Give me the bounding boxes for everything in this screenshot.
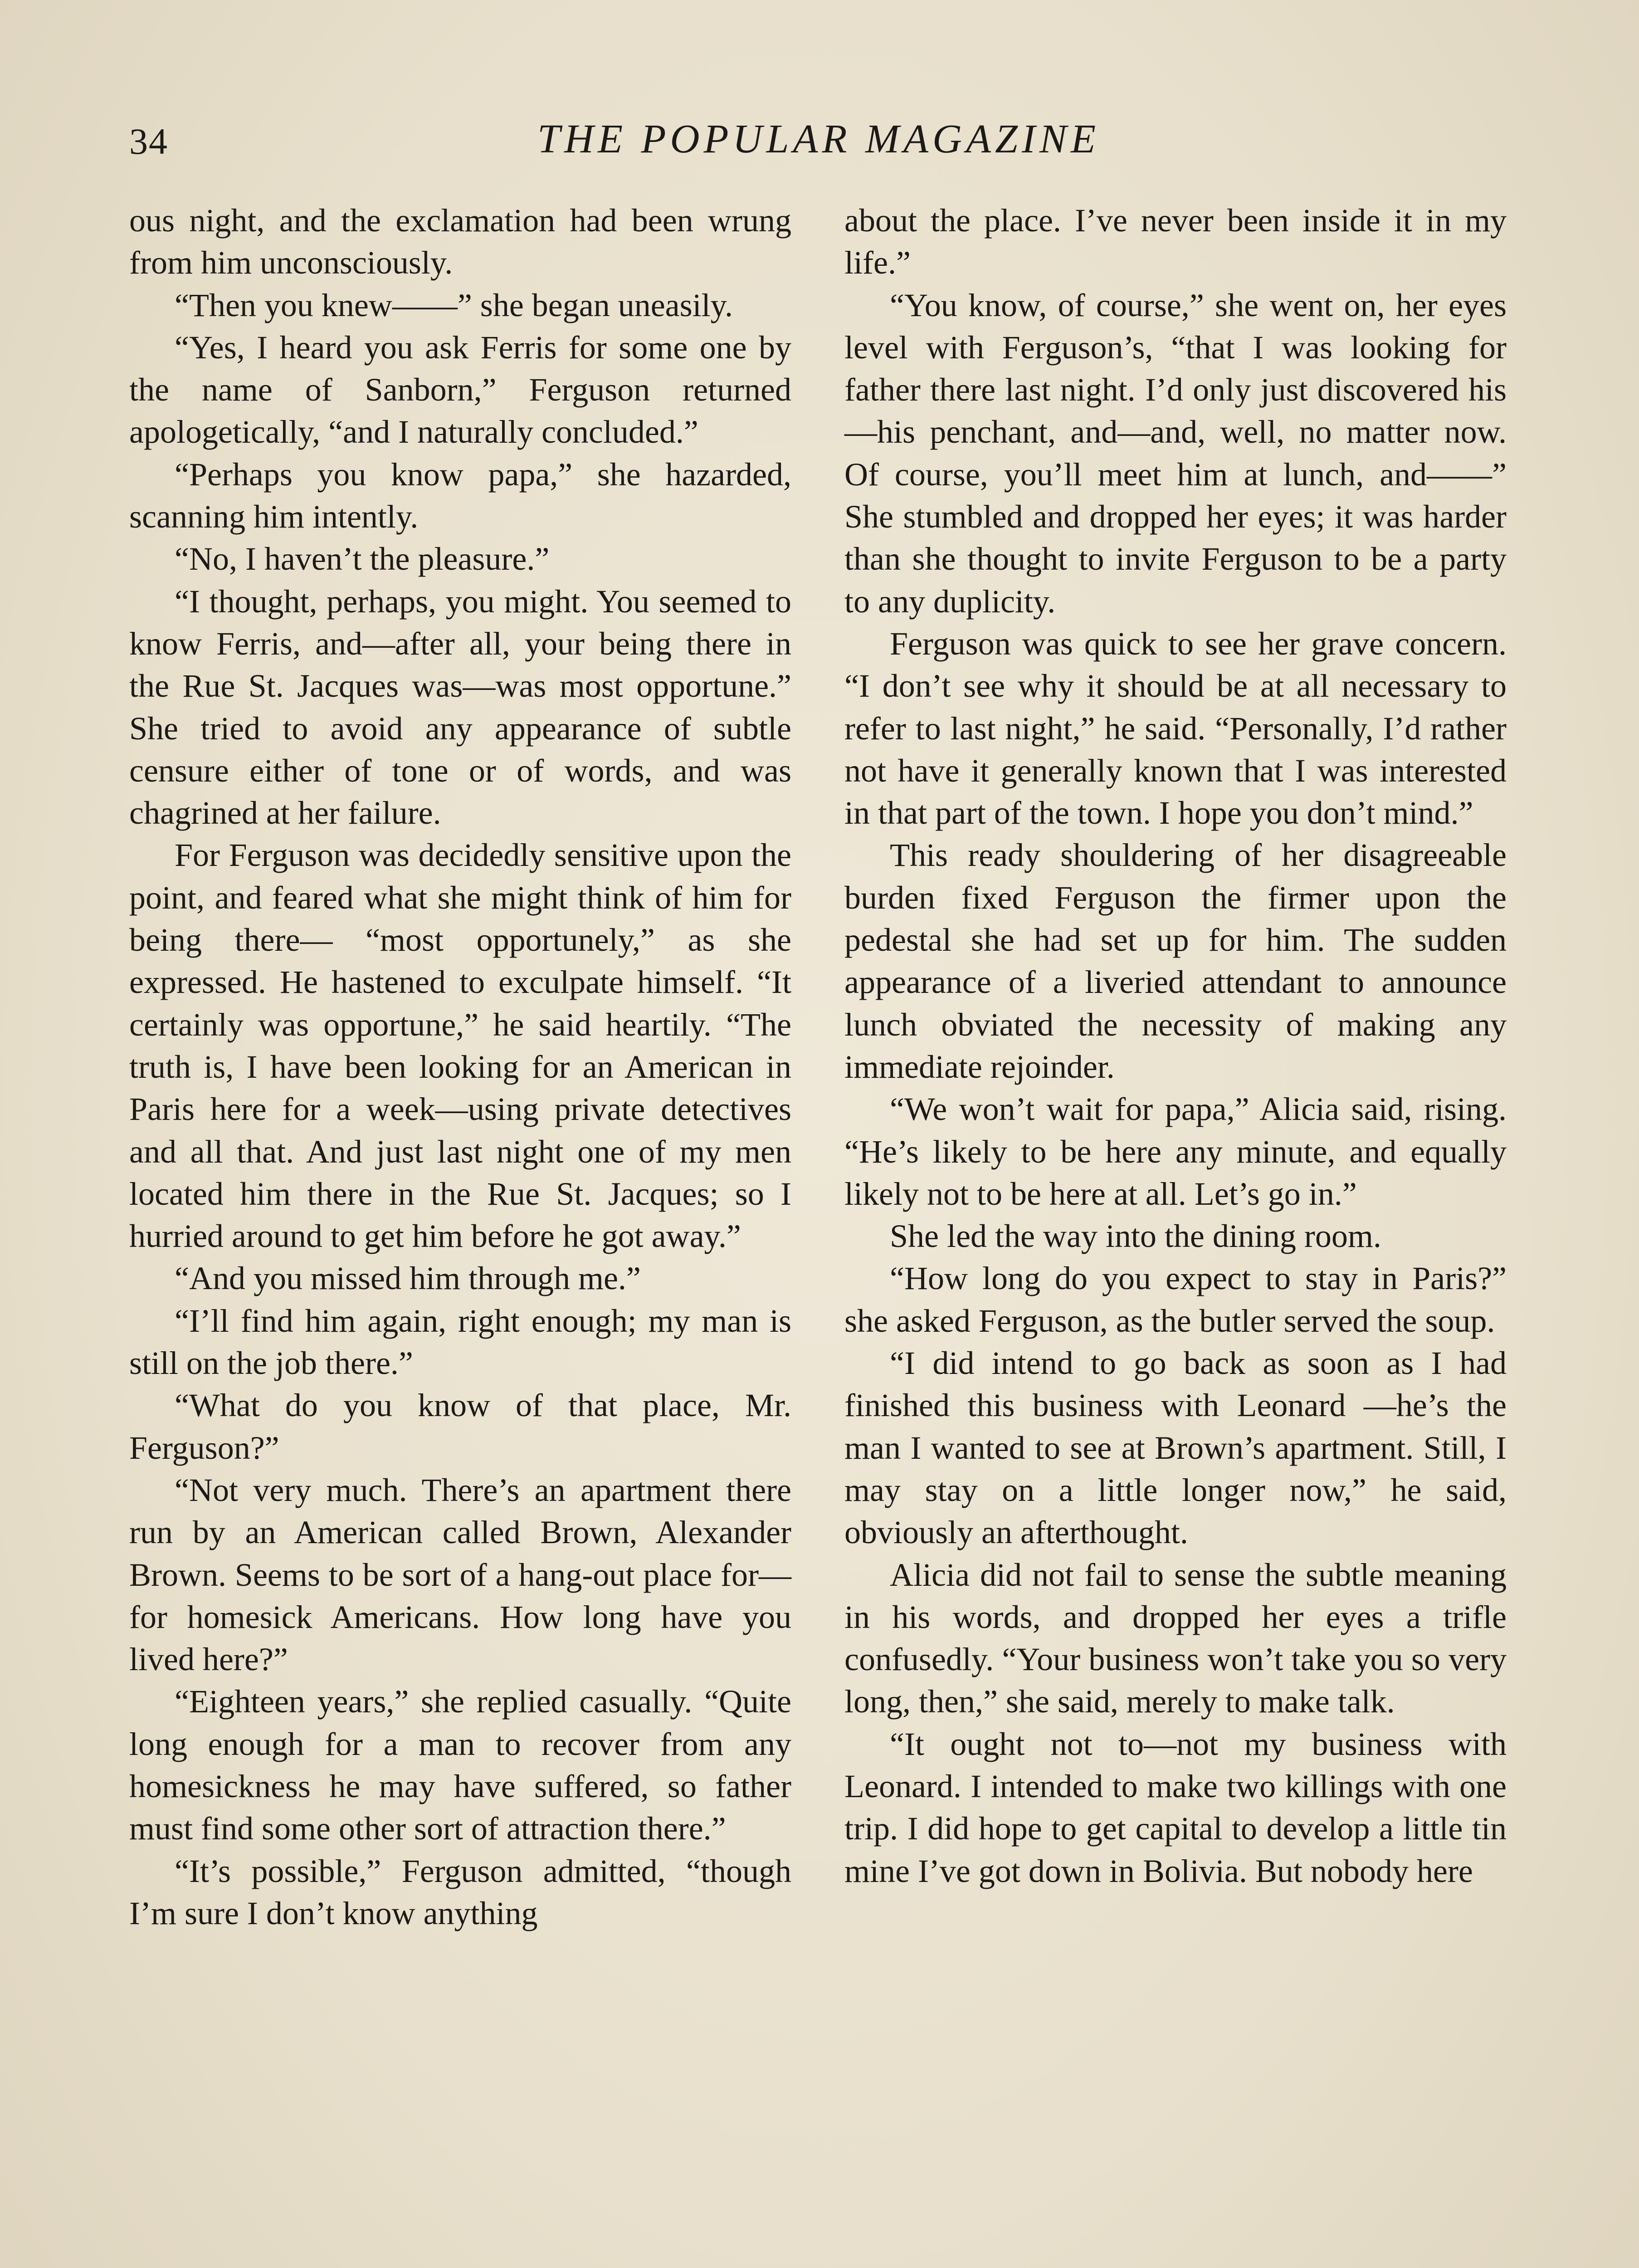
page-header [129, 116, 1508, 170]
paragraph: “Perhaps you know papa,” she hazarded, scanning him intently. [129, 456, 791, 535]
paragraph: She led the way into the dining room. [890, 1218, 1381, 1255]
paragraph: “Not very much. There’s an apartment there run by an American called Brown, Alexander Brown. Seems to be sort of a hang-out place for—for homesick Americans. How long have you lived here?” [129, 1471, 791, 1678]
paragraph: Ferguson was quick to see her grave concern. “I don’t see why it should be at all necessary to refer to last night,” he said. “Personally, I’d rather not have it generally known that I was interested in that part of the town. I hope you don’t mind.” [844, 625, 1507, 831]
running-title: THE POPULAR MAGAZINE [537, 117, 1100, 161]
paragraph: This ready shouldering of her disagreeable burden fixed Ferguson the firmer upon the pedestal she had set up for him. The sudden appearance of a liveried attendant to announce lunch obviated the necessity of making any immediate rejoinder. [844, 837, 1507, 1085]
paragraph: “Eighteen years,” she replied casually. “Quite long enough for a man to recover from any homesickness he may have suffered, so father must find some other sort of attraction there.” [129, 1683, 791, 1847]
paragraph: “It ought not to—not my business with Leonard. I intended to make two killings with one trip. I did hope to get capital to develop a little tin mine I’ve got down in Bolivia. But nobody here [844, 1725, 1507, 1889]
paragraph: ous night, and the exclamation had been wrung from him unconsciously. [129, 202, 791, 281]
left-column [129, 200, 791, 1935]
paragraph: “It’s possible,” Ferguson admitted, “though I’m sure I don’t know anything [129, 1853, 791, 1931]
paragraph: “I did intend to go back as soon as I had finished this business with Leonard —he’s the man I wanted to see at Brown’s apartment. Still, I may stay on a little longer now,” he said, obviously an afterthought. [844, 1345, 1507, 1551]
paragraph: “What do you know of that place, Mr. Ferguson?” [129, 1387, 791, 1466]
page-number: 34 [129, 121, 168, 162]
paragraph: “How long do you expect to stay in Paris?” she asked Ferguson, as the butler served the soup. [844, 1260, 1507, 1339]
paragraph: For Ferguson was decidedly sensitive upon the point, and feared what she might think of him for being there— “most opportunely,” as she expressed. He hastened to exculpate himself. “It certainly was opportune,” he said heartily. “The truth is, I have been looking for an American in Paris here for a week—using private detectives and all that. And just last night one of my men located him there in the Rue St. Jacques; so I hurried around to get him before he got away.” [129, 837, 791, 1255]
paragraph: “Then you knew——” she began uneasily. [175, 287, 733, 323]
paragraph: “I thought, perhaps, you might. You seemed to know Ferris, and—after all, your being there in the Rue St. Jacques was—was most opportune.” She tried to avoid any appearance of subtle censure either of tone or of words, and was chagrined at her failure. [129, 583, 791, 831]
paragraph: “And you missed him through me.” [175, 1260, 641, 1297]
paragraph: “You know, of course,” she went on, her eyes level with Ferguson’s, “that I was looking for father there last night. I’d only just discovered his—his penchant, and—and, well, no matter now. Of course, you’ll meet him at lunch, and——” She stumbled and dropped her eyes; it was harder than she thought to invite Ferguson to be a party to any duplicity. [844, 287, 1507, 620]
paragraph: “We won’t wait for papa,” Alicia said, rising. “He’s likely to be here any minute, and equally likely not to be here at all. Let’s go in.” [844, 1091, 1507, 1212]
paragraph: “Yes, I heard you ask Ferris for some one by the name of Sanborn,” Ferguson returned apologetically, “and I naturally concluded.” [129, 329, 791, 450]
paragraph: Alicia did not fail to sense the subtle meaning in his words, and dropped her eyes a trifle confusedly. “Your business won’t take you so very long, then,” she said, merely to make talk. [844, 1556, 1507, 1720]
paragraph: about the place. I’ve never been inside it in my life.” [844, 202, 1507, 281]
paragraph: “No, I haven’t the pleasure.” [175, 541, 550, 577]
paragraph: “I’ll find him again, right enough; my man is still on the job there.” [129, 1302, 791, 1382]
right-column [844, 200, 1507, 1892]
